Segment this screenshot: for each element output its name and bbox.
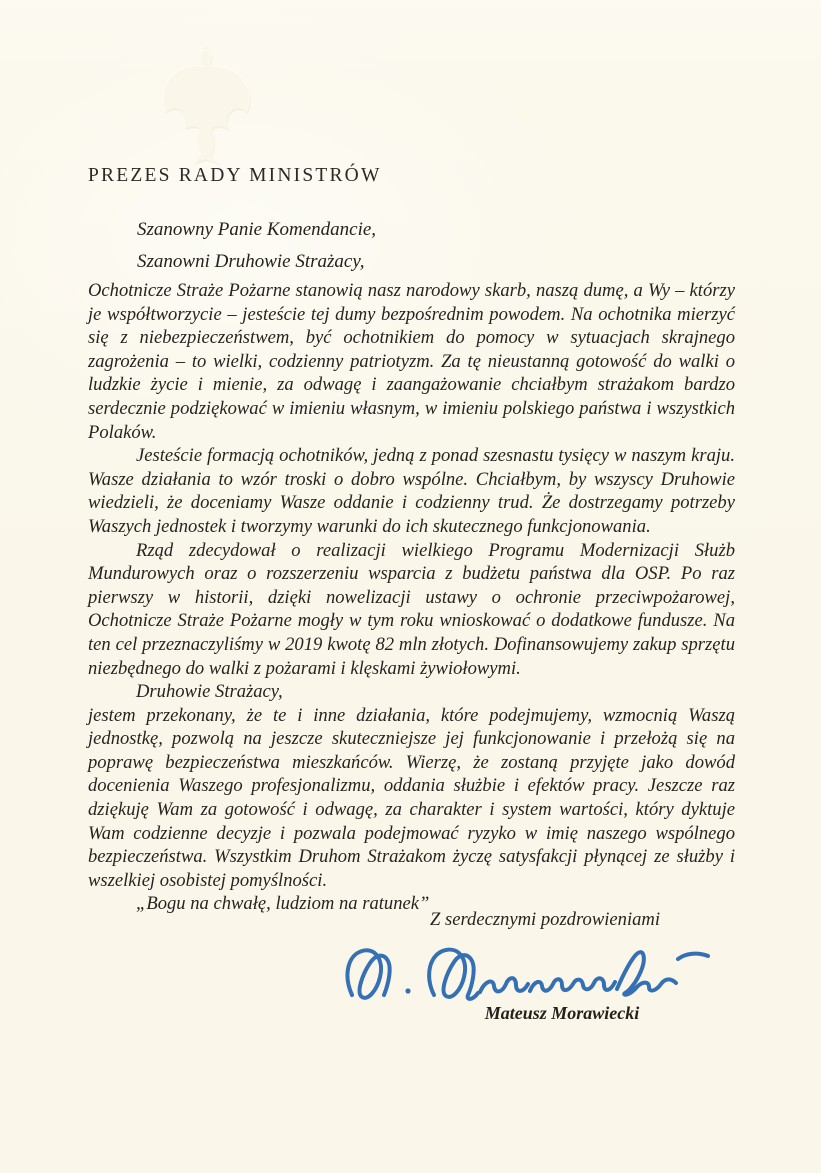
- letter-body: [88, 279, 735, 916]
- salutation-block: [137, 214, 376, 278]
- letterhead-title: PREZES RADY MINISTRÓW: [88, 165, 382, 186]
- sign-off-line: Z serdecznymi pozdrowieniami: [430, 909, 660, 930]
- signatory-name: Mateusz Morawiecki: [484, 1003, 640, 1023]
- paragraph: Ochotnicze Straże Pożarne stanowią nasz narodowy skarb, naszą dumę, a Wy – którzy je współtworzycie – jesteście tej dumy bezpośrednim powodem. Na ochotnika mierzyć się z niebezpieczeństwem, być ochotnikiem do pomocy w sytuacjach skrajnego zagrożenia – to wielki, codzienny patriotyzm. Za tę nieustanną gotowość do walki o ludzkie życie i mienie, za odwagę i zaangażowanie chciałbym strażakom bardzo serdecznie podziękować w imieniu własnym, w imieniu polskiego państwa i wszystkich Polaków.: [88, 280, 735, 443]
- paragraph: Jesteście formacją ochotników, jedną z ponad szesnastu tysięcy w naszym kraju. Wasze działania to wzór troski o dobro wspólne. Chciałbym, by wszyscy Druhowie wiedzieli, że doceniamy Wasze oddanie i codzienny trud. Że dostrzegamy potrzeby Waszych jednostek i tworzymy warunki do ich skutecznego funkcjonowania.: [88, 445, 735, 537]
- eagle-emblem-icon: [156, 34, 258, 178]
- vocative-line: Druhowie Strażacy,: [136, 681, 283, 703]
- paragraph: jestem przekonany, że te i inne działania, które podejmujemy, wzmocnią Waszą jednostkę, pozwolą na jeszcze skuteczniejsze jej funkcjonowanie i przełożą się na poprawę bezpieczeństwa mieszkańców. Wierzę, że zostaną przyjęte jako dowód docenienia Waszego profesjonalizmu, oddania służbie i efektów pracy. Jeszcze raz dziękuję Wam za gotowość i odwagę, za charakter i system wartości, który dyktuje Wam codzienne decyzje i pozwala podejmować ryzyko w imię naszego wspólnego bezpieczeństwa. Wszystkim Druhom Strażakom życzę satysfakcji płynącej ze służby i wszelkiej osobistej pomyślności.: [88, 704, 735, 891]
- paragraph: Rząd zdecydował o realizacji wielkiego Programu Modernizacji Służb Mundurowych oraz o rozszerzeniu wsparcia z budżetu państwa dla OSP. Po raz pierwszy w historii, dzięki nowelizacji ustawy o ochronie przeciwpożarowej, Ochotnicze Straże Pożarne mogły w tym roku wnioskować o dodatkowe fundusze. Na ten cel przeznaczyliśmy w 2019 kwotę 82 mln złotych. Dofinansowujemy zakup sprzętu niezbędnego do walki z pożarami i klęskami żywiołowymi.: [88, 539, 735, 679]
- motto-quote: „Bogu na chwałę, ludziom na ratunek”: [136, 893, 430, 915]
- salutation-line: Szanowni Druhowie Strażacy,: [137, 251, 365, 272]
- salutation-line: Szanowny Panie Komendancie,: [137, 219, 377, 240]
